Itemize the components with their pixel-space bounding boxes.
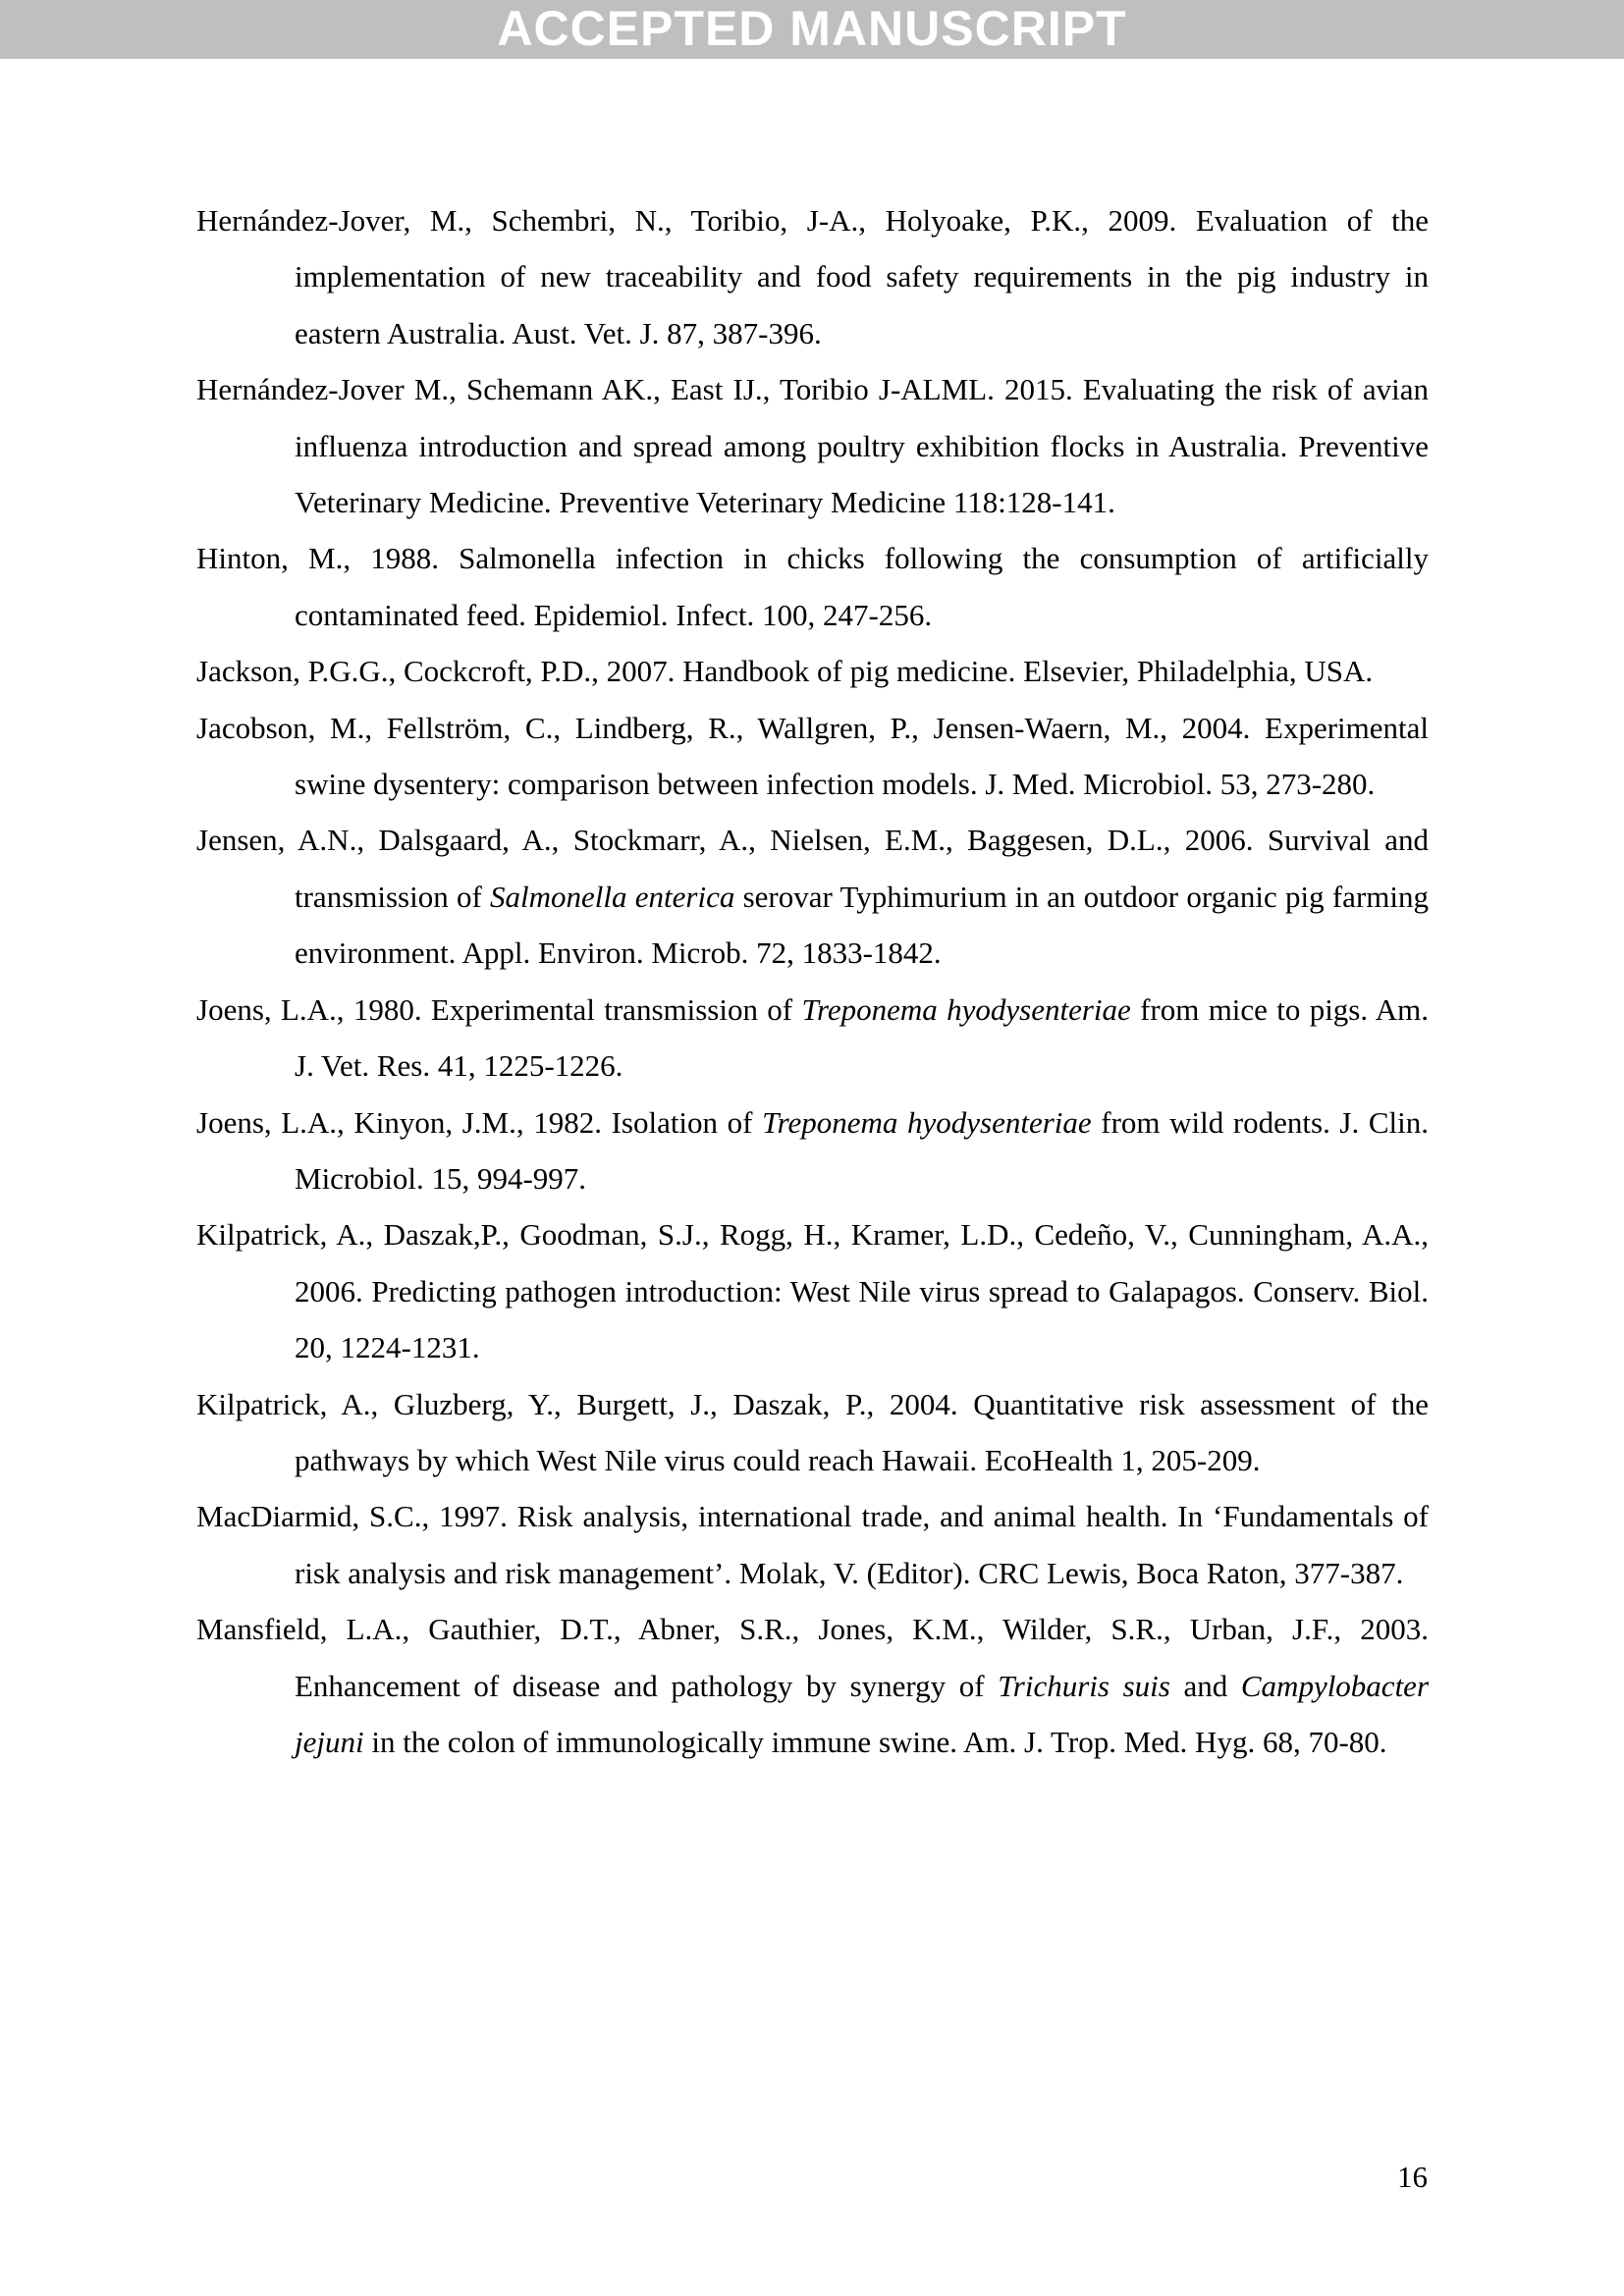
reference-entry	[196, 1601, 1429, 1770]
reference-text: Hernández-Jover, M., Schembri, N., Toribio, J-A., Holyoake, P.K., 2009. Evaluation of the implementation of new traceability and food safety requirements in the pig industry in eastern Australia. Aust. Vet. J. 87, 387-396.	[196, 203, 1429, 350]
banner-text: ACCEPTED MANUSCRIPT	[497, 1, 1127, 56]
reference-italic-text: Trichuris suis	[998, 1668, 1170, 1703]
reference-text: Jacobson, M., Fellström, C., Lindberg, R., Wallgren, P., Jensen-Waern, M., 2004. Experimental swine dysentery: comparison between infection models. J. Med. Microbiol. 53, 273-280.	[196, 710, 1429, 802]
reference-text: Jensen, A.N., Dalsgaard, A., Stockmarr, A., Nielsen, E.M., Baggesen, D.L., 2006. Survival and transmission of	[196, 823, 1429, 914]
reference-text: Hernández-Jover M., Schemann AK., East IJ., Toribio J-ALML. 2015. Evaluating the risk of avian influenza introduction and spread among poultry exhibition flocks in Australia. Preventive Veterinary Medicine. Preventive Veterinary Medicine 118:128-141.	[196, 372, 1429, 520]
reference-text: Joens, L.A., 1980. Experimental transmission of	[196, 991, 802, 1027]
reference-entry	[196, 192, 1429, 361]
reference-text: Kilpatrick, A., Gluzberg, Y., Burgett, J., Daszak, P., 2004. Quantitative risk assessment of the pathways by which West Nile virus could reach Hawaii. EcoHealth 1, 205-209.	[196, 1386, 1429, 1477]
reference-entry	[196, 812, 1429, 981]
reference-italic-text: Campylobacter jejuni	[295, 1668, 1430, 1759]
reference-text: Hinton, M., 1988. Salmonella infection in chicks following the consumption of artificially contaminated feed. Epidemiol. Infect. 100, 247-256.	[196, 541, 1429, 632]
reference-italic-text: Treponema hyodysenteriae	[762, 1104, 1092, 1140]
reference-entry	[196, 643, 1429, 699]
reference-entry	[196, 700, 1429, 813]
page-number: 16	[1397, 2160, 1428, 2194]
reference-text: from wild rodents. J. Clin. Microbiol. 15, 994-997.	[295, 1104, 1429, 1196]
reference-text: and	[1169, 1668, 1241, 1703]
reference-text: Mansfield, L.A., Gauthier, D.T., Abner, S.R., Jones, K.M., Wilder, S.R., Urban, J.F., 2003. Enhancement of disease and pathology by synergy of	[196, 1612, 1429, 1703]
reference-text: Joens, L.A., Kinyon, J.M., 1982. Isolation of	[196, 1104, 763, 1140]
reference-entry	[196, 1206, 1429, 1375]
reference-italic-text: Salmonella enterica	[490, 879, 735, 914]
reference-list	[196, 192, 1429, 1770]
accepted-manuscript-banner	[0, 0, 1624, 59]
reference-text: Jackson, P.G.G., Cockcroft, P.D., 2007. Handbook of pig medicine. Elsevier, Philadelphia, USA.	[196, 654, 1374, 689]
reference-text: serovar Typhimurium in an outdoor organic pig farming environment. Appl. Environ. Microb. 72, 1833-1842.	[295, 879, 1429, 971]
reference-italic-text: Treponema hyodysenteriae	[801, 991, 1131, 1027]
reference-entry	[196, 530, 1429, 643]
reference-text: from mice to pigs. Am. J. Vet. Res. 41, 1225-1226.	[295, 991, 1429, 1084]
reference-text: MacDiarmid, S.C., 1997. Risk analysis, international trade, and animal health. In ‘Fundamentals of risk analysis and risk management’. Molak, V. (Editor). CRC Lewis, Boca Raton, 377-387.	[196, 1499, 1429, 1590]
reference-text: in the colon of immunologically immune swine. Am. J. Trop. Med. Hyg. 68, 70-80.	[363, 1724, 1387, 1759]
reference-entry	[196, 1095, 1429, 1207]
reference-entry	[196, 361, 1429, 530]
reference-entry	[196, 982, 1429, 1095]
reference-entry	[196, 1488, 1429, 1601]
reference-text: Kilpatrick, A., Daszak,P., Goodman, S.J., Rogg, H., Kramer, L.D., Cedeño, V., Cunningham, A.A., 2006. Predicting pathogen introduction: West Nile virus spread to Galapagos. Conserv. Biol. 20, 1224-1231.	[196, 1217, 1429, 1365]
reference-entry	[196, 1376, 1429, 1489]
